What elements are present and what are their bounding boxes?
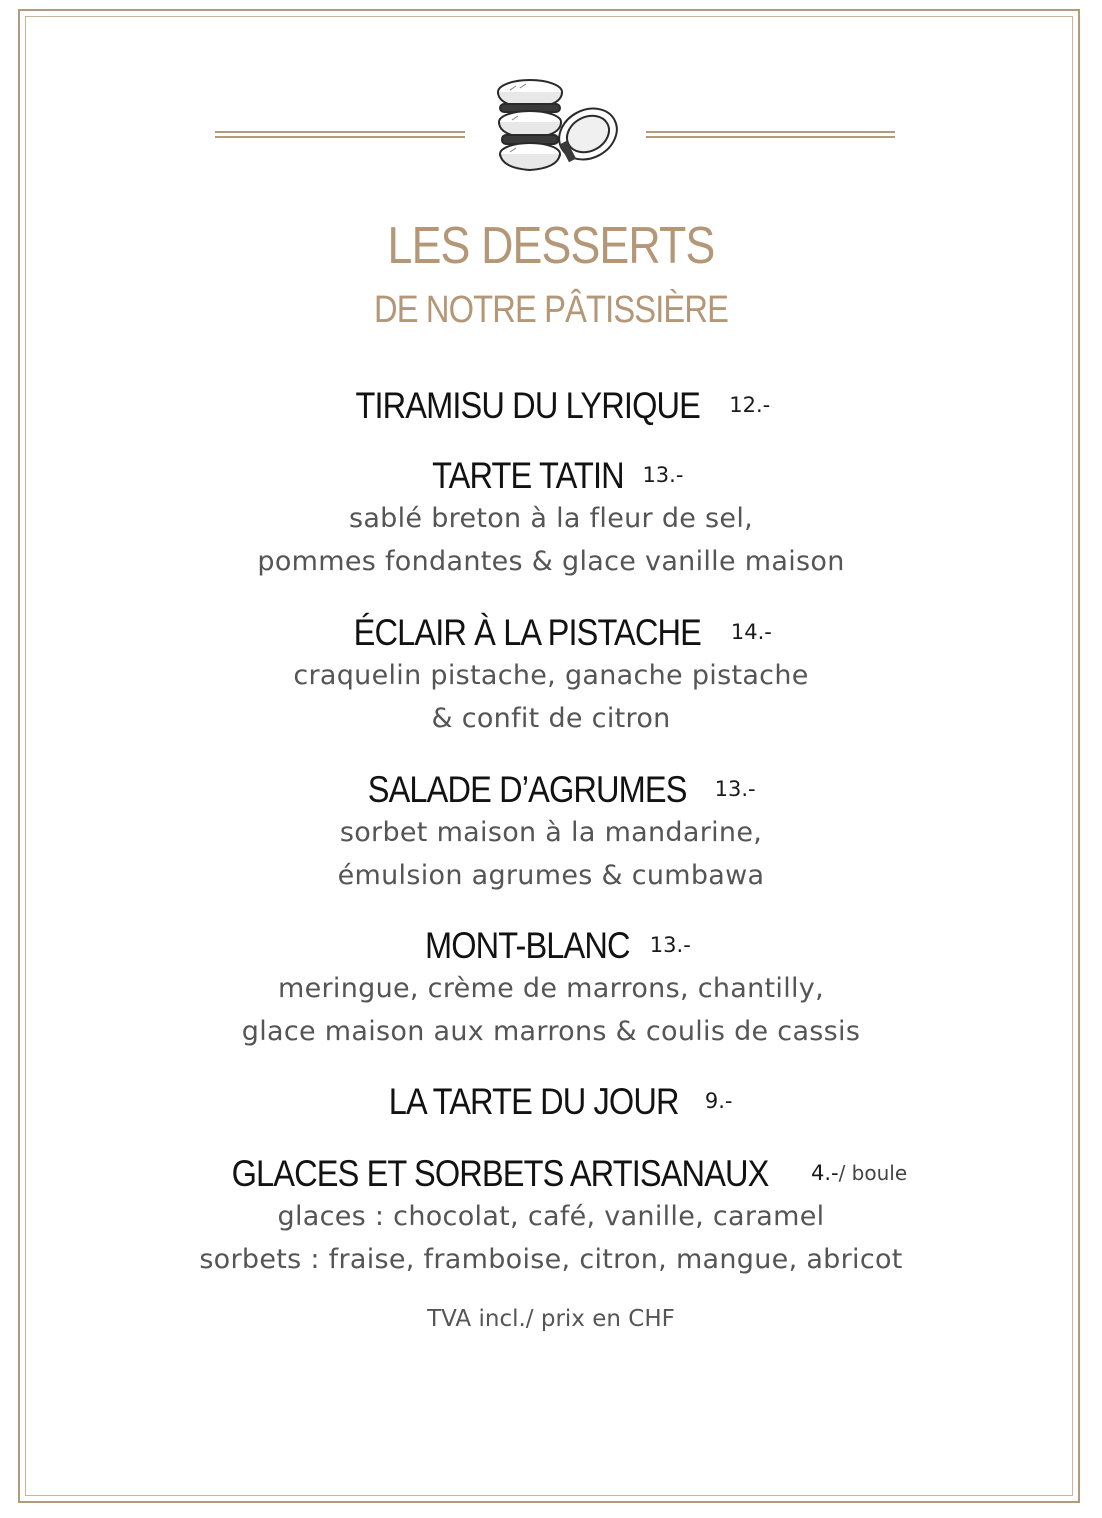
footer-note: TVA incl./ prix en CHF bbox=[427, 1306, 675, 1332]
item-price: 14.- bbox=[730, 620, 772, 644]
item-name: SALADE D’AGRUMES bbox=[368, 769, 687, 810]
item-name: LA TARTE DU JOUR bbox=[389, 1081, 680, 1122]
item-name: GLACES ET SORBETS ARTISANAUX bbox=[231, 1153, 769, 1194]
item-description-line: glaces : chocolat, café, vanille, caramel bbox=[277, 1201, 825, 1232]
item-name: TIRAMISU DU LYRIQUE bbox=[355, 385, 700, 426]
item-price: 13.- bbox=[649, 933, 691, 957]
item-price-unit: / boule bbox=[838, 1161, 908, 1185]
menu-item bbox=[0, 612, 1102, 740]
menu-subtitle: DE NOTRE PÂTISSIÈRE bbox=[373, 289, 729, 331]
item-description-line: émulsion agrumes & cumbawa bbox=[337, 860, 765, 891]
item-price: 9.- bbox=[704, 1089, 733, 1113]
item-name: ÉCLAIR À LA PISTACHE bbox=[353, 612, 702, 653]
menu-item bbox=[0, 1081, 1102, 1123]
item-name: TARTE TATIN bbox=[431, 455, 624, 496]
macarons-icon bbox=[490, 72, 625, 177]
item-description-line: meringue, crème de marrons, chantilly, bbox=[278, 973, 824, 1004]
item-description-line: sablé breton à la fleur de sel, bbox=[348, 503, 754, 534]
menu-item bbox=[0, 925, 1102, 1053]
item-price: 12.- bbox=[729, 393, 771, 417]
menu-item bbox=[0, 1153, 1102, 1281]
item-description-line: & confit de citron bbox=[431, 703, 671, 734]
item-description-line: glace maison aux marrons & coulis de cassis bbox=[241, 1016, 861, 1047]
menu-item bbox=[0, 769, 1102, 897]
item-price bbox=[811, 1161, 907, 1185]
left-divider bbox=[215, 131, 465, 138]
item-price: 13.- bbox=[642, 463, 684, 487]
item-description-line: craquelin pistache, ganache pistache bbox=[293, 660, 809, 691]
item-description-line: sorbets : fraise, framboise, citron, mangue, abricot bbox=[199, 1244, 903, 1275]
menu-item bbox=[0, 385, 1102, 427]
item-description-line: pommes fondantes & glace vanille maison bbox=[257, 546, 845, 577]
item-price-value: 4.- bbox=[810, 1161, 839, 1185]
item-description-line: sorbet maison à la mandarine, bbox=[339, 817, 763, 848]
item-name: MONT-BLANC bbox=[425, 925, 630, 966]
item-price: 13.- bbox=[714, 777, 756, 801]
menu-title: LES DESSERTS bbox=[387, 217, 715, 275]
right-divider bbox=[646, 131, 895, 138]
menu-item bbox=[0, 455, 1102, 583]
